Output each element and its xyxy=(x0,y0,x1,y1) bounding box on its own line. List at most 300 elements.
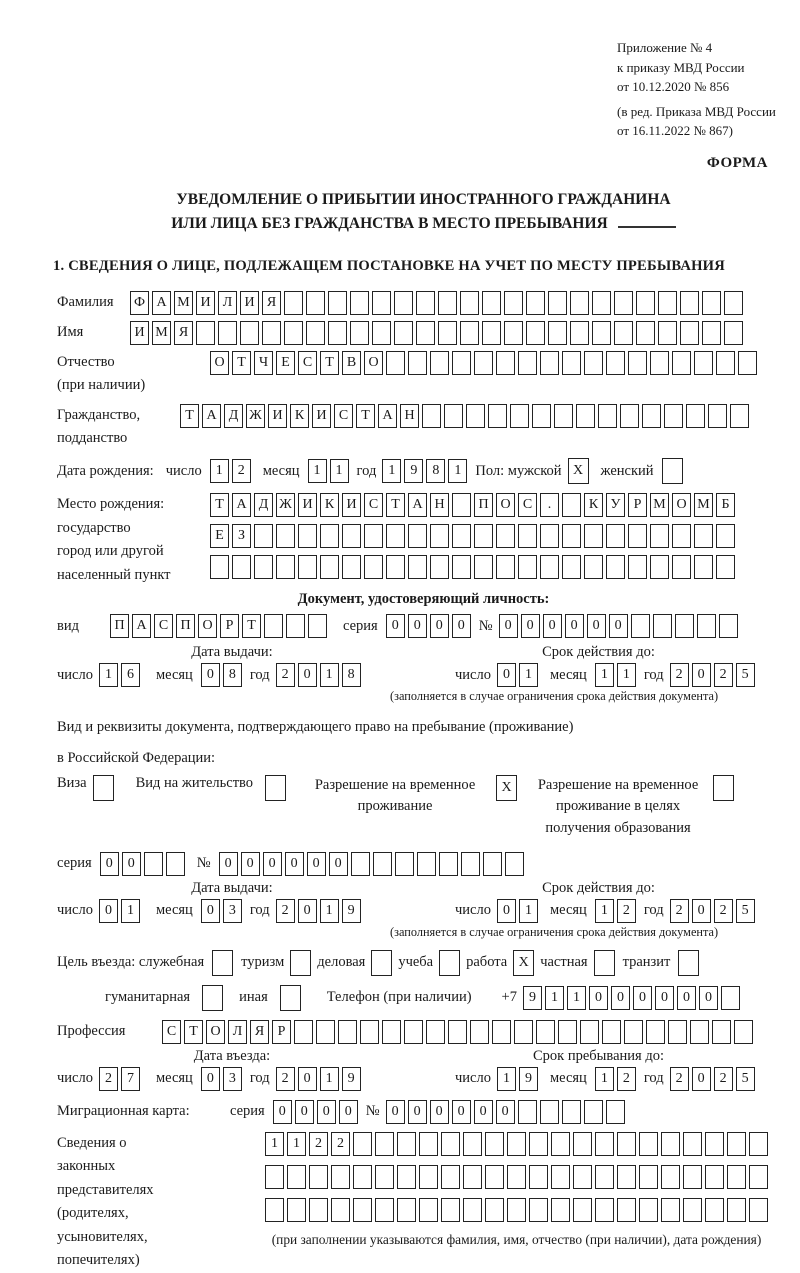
birth-place-cell[interactable]: И xyxy=(298,493,317,517)
representative-cell[interactable] xyxy=(419,1132,438,1156)
surname-cell[interactable] xyxy=(460,291,479,315)
citizenship-cell[interactable] xyxy=(510,404,529,428)
purpose-work-checkbox[interactable]: X xyxy=(513,950,534,976)
representative-cell[interactable] xyxy=(375,1198,394,1222)
representative-cell[interactable] xyxy=(595,1132,614,1156)
birth-place-cell[interactable]: Р xyxy=(628,493,647,517)
given-name-cell[interactable] xyxy=(570,321,589,345)
sex-female-checkbox[interactable] xyxy=(662,458,683,484)
given-name-cell[interactable] xyxy=(372,321,391,345)
representative-cell[interactable] xyxy=(375,1165,394,1189)
given-name-cell[interactable] xyxy=(240,321,259,345)
citizenship-cell[interactable]: И xyxy=(312,404,331,428)
representative-cell[interactable] xyxy=(507,1165,526,1189)
identity-issue-day-cell[interactable]: 6 xyxy=(121,663,140,687)
residence-number-cell[interactable]: 0 xyxy=(329,852,348,876)
representative-cell[interactable] xyxy=(397,1198,416,1222)
given-name-cell[interactable] xyxy=(460,321,479,345)
phone-cell[interactable]: 0 xyxy=(633,986,652,1010)
given-name-cell[interactable] xyxy=(504,321,523,345)
surname-cell[interactable] xyxy=(284,291,303,315)
purpose-other-checkbox[interactable] xyxy=(280,985,301,1011)
representative-cell[interactable] xyxy=(595,1165,614,1189)
given-name-cell[interactable] xyxy=(196,321,215,345)
doc-number-cell[interactable]: 0 xyxy=(521,614,540,638)
representative-cell[interactable] xyxy=(573,1165,592,1189)
residence-series-cell[interactable] xyxy=(144,852,163,876)
birth-place-cell[interactable]: Т xyxy=(386,493,405,517)
stay-year-cell[interactable]: 2 xyxy=(714,1067,733,1091)
doc-kind-cell[interactable] xyxy=(286,614,305,638)
representative-cell[interactable] xyxy=(397,1132,416,1156)
representative-cell[interactable] xyxy=(463,1132,482,1156)
citizenship-cell[interactable]: С xyxy=(334,404,353,428)
patronymic-cell[interactable]: С xyxy=(298,351,317,375)
residence-number-cell[interactable] xyxy=(351,852,370,876)
given-name-cell[interactable] xyxy=(262,321,281,345)
migration-series-cell[interactable]: 0 xyxy=(273,1100,292,1124)
doc-kind-cell[interactable]: Т xyxy=(242,614,261,638)
migration-number-cell[interactable]: 0 xyxy=(474,1100,493,1124)
identity-valid-month-cell[interactable]: 1 xyxy=(617,663,636,687)
patronymic-cell[interactable] xyxy=(540,351,559,375)
purpose-humanitarian-checkbox[interactable] xyxy=(202,985,223,1011)
given-name-cell[interactable] xyxy=(526,321,545,345)
representative-cell[interactable] xyxy=(485,1132,504,1156)
birth-month-cell[interactable]: 1 xyxy=(308,459,327,483)
patronymic-cell[interactable]: В xyxy=(342,351,361,375)
representative-cell[interactable] xyxy=(265,1165,284,1189)
profession-cell[interactable]: С xyxy=(162,1020,181,1044)
patronymic-cell[interactable] xyxy=(738,351,757,375)
representative-cell[interactable]: 2 xyxy=(331,1132,350,1156)
entry-year-cell[interactable]: 2 xyxy=(276,1067,295,1091)
residence-series-cell[interactable]: 0 xyxy=(122,852,141,876)
birth-place-cell[interactable] xyxy=(716,555,735,579)
birth-place-cell[interactable] xyxy=(298,524,317,548)
temp-permit-checkbox[interactable]: X xyxy=(496,775,517,801)
profession-cell[interactable] xyxy=(360,1020,379,1044)
birth-place-cell[interactable] xyxy=(540,524,559,548)
purpose-private-checkbox[interactable] xyxy=(594,950,615,976)
profession-cell[interactable] xyxy=(426,1020,445,1044)
representative-cell[interactable] xyxy=(529,1198,548,1222)
doc-kind-cell[interactable]: О xyxy=(198,614,217,638)
patronymic-cell[interactable] xyxy=(672,351,691,375)
patronymic-cell[interactable] xyxy=(562,351,581,375)
birth-place-cell[interactable] xyxy=(562,524,581,548)
representative-cell[interactable] xyxy=(705,1198,724,1222)
representative-cell[interactable] xyxy=(551,1132,570,1156)
surname-cell[interactable] xyxy=(680,291,699,315)
purpose-tourism-checkbox[interactable] xyxy=(290,950,311,976)
representative-cell[interactable] xyxy=(617,1165,636,1189)
residence-number-cell[interactable] xyxy=(395,852,414,876)
stay-year-cell[interactable]: 2 xyxy=(670,1067,689,1091)
profession-cell[interactable] xyxy=(690,1020,709,1044)
representative-cell[interactable] xyxy=(639,1132,658,1156)
birth-place-cell[interactable] xyxy=(496,524,515,548)
birth-place-cell[interactable] xyxy=(694,555,713,579)
surname-cell[interactable]: Л xyxy=(218,291,237,315)
birth-place-cell[interactable]: Н xyxy=(430,493,449,517)
citizenship-cell[interactable]: Т xyxy=(180,404,199,428)
representative-cell[interactable] xyxy=(353,1132,372,1156)
birth-place-cell[interactable] xyxy=(672,524,691,548)
residence-valid-year-cell[interactable]: 2 xyxy=(714,899,733,923)
given-name-cell[interactable] xyxy=(702,321,721,345)
birth-year-cell[interactable]: 8 xyxy=(426,459,445,483)
doc-series-cell[interactable]: 0 xyxy=(430,614,449,638)
entry-year-cell[interactable]: 1 xyxy=(320,1067,339,1091)
residence-number-cell[interactable]: 0 xyxy=(219,852,238,876)
representative-cell[interactable] xyxy=(507,1132,526,1156)
birth-place-cell[interactable] xyxy=(386,555,405,579)
representative-cell[interactable] xyxy=(463,1198,482,1222)
representative-cell[interactable] xyxy=(419,1165,438,1189)
phone-cell[interactable]: 0 xyxy=(655,986,674,1010)
identity-issue-year-cell[interactable]: 8 xyxy=(342,663,361,687)
birth-place-cell[interactable]: К xyxy=(584,493,603,517)
representative-cell[interactable] xyxy=(749,1165,768,1189)
patronymic-cell[interactable]: О xyxy=(210,351,229,375)
stay-day-cell[interactable]: 9 xyxy=(519,1067,538,1091)
surname-cell[interactable] xyxy=(548,291,567,315)
birth-place-cell[interactable]: О xyxy=(672,493,691,517)
birth-place-cell[interactable] xyxy=(276,524,295,548)
representative-cell[interactable] xyxy=(705,1165,724,1189)
surname-cell[interactable] xyxy=(724,291,743,315)
migration-number-cell[interactable]: 0 xyxy=(496,1100,515,1124)
surname-cell[interactable] xyxy=(438,291,457,315)
birth-place-cell[interactable] xyxy=(628,524,647,548)
profession-cell[interactable] xyxy=(580,1020,599,1044)
phone-cell[interactable]: 0 xyxy=(677,986,696,1010)
surname-cell[interactable] xyxy=(372,291,391,315)
birth-place-cell[interactable]: М xyxy=(650,493,669,517)
birth-place-cell[interactable] xyxy=(584,555,603,579)
birth-place-cell[interactable]: К xyxy=(320,493,339,517)
surname-cell[interactable] xyxy=(482,291,501,315)
residence-series-cell[interactable] xyxy=(166,852,185,876)
doc-kind-cell[interactable]: С xyxy=(154,614,173,638)
patronymic-cell[interactable] xyxy=(628,351,647,375)
birth-year-cell[interactable]: 9 xyxy=(404,459,423,483)
residence-valid-day-cell[interactable]: 0 xyxy=(497,899,516,923)
birth-place-cell[interactable] xyxy=(672,555,691,579)
profession-cell[interactable]: Л xyxy=(228,1020,247,1044)
citizenship-cell[interactable]: И xyxy=(268,404,287,428)
identity-issue-year-cell[interactable]: 1 xyxy=(320,663,339,687)
birth-place-cell[interactable]: Д xyxy=(254,493,273,517)
doc-kind-cell[interactable]: А xyxy=(132,614,151,638)
patronymic-cell[interactable] xyxy=(452,351,471,375)
identity-valid-day-cell[interactable]: 0 xyxy=(497,663,516,687)
stay-day-cell[interactable]: 1 xyxy=(497,1067,516,1091)
surname-cell[interactable] xyxy=(394,291,413,315)
profession-cell[interactable] xyxy=(536,1020,555,1044)
migration-series-cell[interactable]: 0 xyxy=(339,1100,358,1124)
representative-cell[interactable] xyxy=(397,1165,416,1189)
residence-issue-year-cell[interactable]: 2 xyxy=(276,899,295,923)
patronymic-cell[interactable] xyxy=(694,351,713,375)
residence-number-cell[interactable]: 0 xyxy=(241,852,260,876)
citizenship-cell[interactable] xyxy=(686,404,705,428)
representative-cell[interactable] xyxy=(639,1165,658,1189)
phone-cell[interactable]: 1 xyxy=(545,986,564,1010)
phone-cell[interactable] xyxy=(721,986,740,1010)
citizenship-cell[interactable] xyxy=(642,404,661,428)
representative-cell[interactable] xyxy=(661,1132,680,1156)
citizenship-cell[interactable] xyxy=(730,404,749,428)
patronymic-cell[interactable] xyxy=(430,351,449,375)
birth-place-cell[interactable] xyxy=(298,555,317,579)
profession-cell[interactable]: Я xyxy=(250,1020,269,1044)
citizenship-cell[interactable]: Н xyxy=(400,404,419,428)
surname-cell[interactable] xyxy=(328,291,347,315)
representative-cell[interactable] xyxy=(265,1198,284,1222)
patronymic-cell[interactable] xyxy=(386,351,405,375)
citizenship-cell[interactable] xyxy=(466,404,485,428)
visa-checkbox[interactable] xyxy=(93,775,114,801)
representative-cell[interactable] xyxy=(419,1198,438,1222)
birth-place-cell[interactable]: Т xyxy=(210,493,229,517)
birth-place-cell[interactable] xyxy=(342,555,361,579)
birth-place-cell[interactable] xyxy=(276,555,295,579)
migration-series-cell[interactable]: 0 xyxy=(295,1100,314,1124)
given-name-cell[interactable] xyxy=(306,321,325,345)
citizenship-cell[interactable] xyxy=(554,404,573,428)
surname-cell[interactable] xyxy=(658,291,677,315)
representative-cell[interactable] xyxy=(727,1165,746,1189)
representative-cell[interactable] xyxy=(639,1198,658,1222)
doc-series-cell[interactable]: 0 xyxy=(386,614,405,638)
residence-number-cell[interactable] xyxy=(461,852,480,876)
given-name-cell[interactable] xyxy=(416,321,435,345)
given-name-cell[interactable] xyxy=(328,321,347,345)
given-name-cell[interactable] xyxy=(394,321,413,345)
representative-cell[interactable] xyxy=(485,1198,504,1222)
representative-cell[interactable] xyxy=(749,1132,768,1156)
citizenship-cell[interactable]: Д xyxy=(224,404,243,428)
citizenship-cell[interactable]: Т xyxy=(356,404,375,428)
profession-cell[interactable]: О xyxy=(206,1020,225,1044)
surname-cell[interactable] xyxy=(526,291,545,315)
birth-place-cell[interactable] xyxy=(474,555,493,579)
given-name-cell[interactable] xyxy=(680,321,699,345)
profession-cell[interactable] xyxy=(646,1020,665,1044)
representative-cell[interactable] xyxy=(551,1198,570,1222)
doc-series-cell[interactable]: 0 xyxy=(452,614,471,638)
birth-place-cell[interactable] xyxy=(518,555,537,579)
citizenship-cell[interactable] xyxy=(422,404,441,428)
representative-cell[interactable] xyxy=(749,1198,768,1222)
given-name-cell[interactable] xyxy=(592,321,611,345)
doc-number-cell[interactable]: 0 xyxy=(587,614,606,638)
citizenship-cell[interactable] xyxy=(532,404,551,428)
surname-cell[interactable] xyxy=(350,291,369,315)
birth-place-cell[interactable] xyxy=(562,555,581,579)
stay-year-cell[interactable]: 0 xyxy=(692,1067,711,1091)
migration-number-cell[interactable] xyxy=(562,1100,581,1124)
patronymic-cell[interactable] xyxy=(518,351,537,375)
representative-cell[interactable] xyxy=(727,1132,746,1156)
residence-valid-year-cell[interactable]: 5 xyxy=(736,899,755,923)
surname-cell[interactable]: И xyxy=(196,291,215,315)
residence-valid-year-cell[interactable]: 2 xyxy=(670,899,689,923)
residence-number-cell[interactable] xyxy=(439,852,458,876)
residence-issue-month-cell[interactable]: 3 xyxy=(223,899,242,923)
birth-place-cell[interactable] xyxy=(408,555,427,579)
patronymic-cell[interactable]: Т xyxy=(320,351,339,375)
representative-cell[interactable] xyxy=(353,1198,372,1222)
birth-year-cell[interactable]: 1 xyxy=(382,459,401,483)
birth-place-cell[interactable] xyxy=(452,555,471,579)
surname-cell[interactable]: И xyxy=(240,291,259,315)
citizenship-cell[interactable]: К xyxy=(290,404,309,428)
birth-place-cell[interactable] xyxy=(430,555,449,579)
representative-cell[interactable] xyxy=(617,1198,636,1222)
migration-number-cell[interactable]: 0 xyxy=(452,1100,471,1124)
representative-cell[interactable] xyxy=(507,1198,526,1222)
profession-cell[interactable] xyxy=(470,1020,489,1044)
entry-day-cell[interactable]: 2 xyxy=(99,1067,118,1091)
birth-place-cell[interactable]: З xyxy=(232,524,251,548)
birth-place-cell[interactable] xyxy=(606,524,625,548)
birth-place-cell[interactable]: О xyxy=(496,493,515,517)
doc-kind-cell[interactable]: Р xyxy=(220,614,239,638)
profession-cell[interactable] xyxy=(734,1020,753,1044)
migration-number-cell[interactable]: 0 xyxy=(430,1100,449,1124)
surname-cell[interactable]: Ф xyxy=(130,291,149,315)
representative-cell[interactable] xyxy=(441,1198,460,1222)
phone-cell[interactable]: 0 xyxy=(611,986,630,1010)
given-name-cell[interactable] xyxy=(614,321,633,345)
profession-cell[interactable]: Р xyxy=(272,1020,291,1044)
representative-cell[interactable] xyxy=(573,1132,592,1156)
profession-cell[interactable] xyxy=(514,1020,533,1044)
identity-valid-month-cell[interactable]: 1 xyxy=(595,663,614,687)
representative-cell[interactable] xyxy=(683,1132,702,1156)
birth-place-cell[interactable] xyxy=(452,493,471,517)
birth-place-cell[interactable] xyxy=(320,555,339,579)
representative-cell[interactable] xyxy=(287,1198,306,1222)
birth-place-cell[interactable] xyxy=(606,555,625,579)
representative-cell[interactable] xyxy=(353,1165,372,1189)
citizenship-cell[interactable] xyxy=(708,404,727,428)
stay-month-cell[interactable]: 2 xyxy=(617,1067,636,1091)
profession-cell[interactable] xyxy=(624,1020,643,1044)
entry-month-cell[interactable]: 3 xyxy=(223,1067,242,1091)
identity-issue-year-cell[interactable]: 2 xyxy=(276,663,295,687)
representative-cell[interactable]: 1 xyxy=(265,1132,284,1156)
given-name-cell[interactable] xyxy=(438,321,457,345)
phone-cell[interactable]: 0 xyxy=(589,986,608,1010)
residence-valid-year-cell[interactable]: 0 xyxy=(692,899,711,923)
representative-cell[interactable] xyxy=(683,1165,702,1189)
representative-cell[interactable] xyxy=(485,1165,504,1189)
doc-number-cell[interactable] xyxy=(631,614,650,638)
birth-place-cell[interactable] xyxy=(254,555,273,579)
residence-valid-day-cell[interactable]: 1 xyxy=(519,899,538,923)
representative-cell[interactable] xyxy=(727,1198,746,1222)
birth-place-cell[interactable]: И xyxy=(342,493,361,517)
birth-place-cell[interactable]: . xyxy=(540,493,559,517)
surname-cell[interactable] xyxy=(504,291,523,315)
doc-number-cell[interactable]: 0 xyxy=(499,614,518,638)
representative-cell[interactable] xyxy=(441,1165,460,1189)
migration-number-cell[interactable] xyxy=(584,1100,603,1124)
migration-number-cell[interactable] xyxy=(540,1100,559,1124)
phone-cell[interactable]: 1 xyxy=(567,986,586,1010)
residence-number-cell[interactable] xyxy=(417,852,436,876)
birth-place-cell[interactable] xyxy=(210,555,229,579)
birth-place-cell[interactable] xyxy=(430,524,449,548)
migration-number-cell[interactable] xyxy=(606,1100,625,1124)
birth-place-cell[interactable] xyxy=(364,524,383,548)
doc-kind-cell[interactable] xyxy=(264,614,283,638)
purpose-business-checkbox[interactable] xyxy=(371,950,392,976)
given-name-cell[interactable]: Я xyxy=(174,321,193,345)
citizenship-cell[interactable] xyxy=(576,404,595,428)
surname-cell[interactable] xyxy=(636,291,655,315)
patronymic-cell[interactable]: Ч xyxy=(254,351,273,375)
patronymic-cell[interactable]: Е xyxy=(276,351,295,375)
given-name-cell[interactable] xyxy=(724,321,743,345)
entry-day-cell[interactable]: 7 xyxy=(121,1067,140,1091)
doc-number-cell[interactable] xyxy=(719,614,738,638)
sex-male-checkbox[interactable]: X xyxy=(568,458,589,484)
birth-place-cell[interactable] xyxy=(364,555,383,579)
given-name-cell[interactable] xyxy=(636,321,655,345)
citizenship-cell[interactable] xyxy=(444,404,463,428)
doc-number-cell[interactable] xyxy=(653,614,672,638)
patronymic-cell[interactable] xyxy=(474,351,493,375)
birth-day-cell[interactable]: 2 xyxy=(232,459,251,483)
identity-valid-year-cell[interactable]: 5 xyxy=(736,663,755,687)
residence-number-cell[interactable] xyxy=(373,852,392,876)
birth-place-cell[interactable] xyxy=(584,524,603,548)
profession-cell[interactable] xyxy=(558,1020,577,1044)
residence-number-cell[interactable]: 0 xyxy=(263,852,282,876)
birth-place-cell[interactable]: Ж xyxy=(276,493,295,517)
profession-cell[interactable] xyxy=(404,1020,423,1044)
citizenship-cell[interactable] xyxy=(620,404,639,428)
identity-valid-day-cell[interactable]: 1 xyxy=(519,663,538,687)
stay-year-cell[interactable]: 5 xyxy=(736,1067,755,1091)
representative-cell[interactable] xyxy=(683,1198,702,1222)
birth-place-cell[interactable] xyxy=(386,524,405,548)
birth-place-cell[interactable] xyxy=(716,524,735,548)
birth-place-cell[interactable] xyxy=(232,555,251,579)
doc-kind-cell[interactable]: П xyxy=(176,614,195,638)
profession-cell[interactable] xyxy=(668,1020,687,1044)
entry-year-cell[interactable]: 9 xyxy=(342,1067,361,1091)
representative-cell[interactable] xyxy=(661,1165,680,1189)
birth-place-cell[interactable]: П xyxy=(474,493,493,517)
representative-cell[interactable] xyxy=(661,1198,680,1222)
residence-issue-year-cell[interactable]: 9 xyxy=(342,899,361,923)
residence-series-cell[interactable]: 0 xyxy=(100,852,119,876)
surname-cell[interactable] xyxy=(702,291,721,315)
birth-year-cell[interactable]: 1 xyxy=(448,459,467,483)
entry-year-cell[interactable]: 0 xyxy=(298,1067,317,1091)
birth-place-cell[interactable] xyxy=(474,524,493,548)
profession-cell[interactable] xyxy=(602,1020,621,1044)
birth-place-cell[interactable]: У xyxy=(606,493,625,517)
birth-place-cell[interactable] xyxy=(452,524,471,548)
phone-cell[interactable]: 0 xyxy=(699,986,718,1010)
